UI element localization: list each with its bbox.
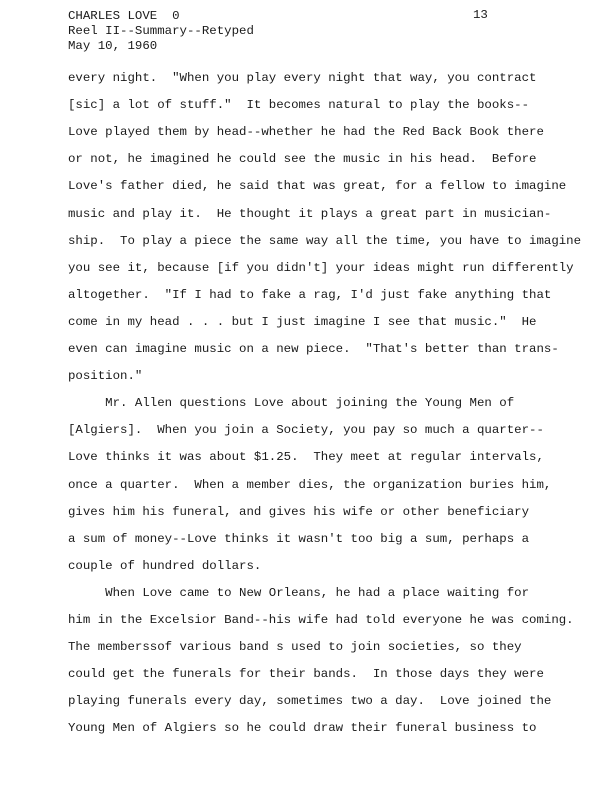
body-line: [sic] a lot of stuff." It becomes natural to play the books--: [68, 98, 530, 113]
body-line: When Love came to New Orleans, he had a place waiting for: [68, 585, 530, 600]
body-line: music and play it. He thought it plays a great part in musician-: [68, 206, 552, 221]
body-line: even can imagine music on a new piece. "That's better than trans-: [68, 342, 559, 356]
body-line: The memberssof various band s used to join societies, so they: [68, 640, 522, 655]
page-number: 13: [473, 8, 488, 22]
body-line: gives him his funeral, and gives his wife or other beneficiary: [68, 504, 530, 519]
header-reel: Reel II--Summary--Retyped: [68, 24, 254, 38]
body-line: ship. To play a piece the same way all the time, you have to imagine: [68, 233, 582, 248]
body-line: couple of hundred dollars.: [68, 558, 262, 573]
header-name: CHARLES LOVE 0: [68, 9, 180, 23]
body-line: you see it, because [if you didn't] your ideas might run differently: [68, 260, 574, 275]
body-line: come in my head . . . but I just imagine I see that music." He: [68, 314, 537, 329]
body-line: every night. "When you play every night that way, you contract: [68, 71, 537, 85]
body-line: Young Men of Algiers so he could draw their funeral business to: [68, 721, 537, 736]
body-line: Love played them by head--whether he had the Red Back Book there: [68, 125, 544, 140]
body-line: Love thinks it was about $1.25. They meet at regular intervals,: [68, 450, 544, 465]
body-line: position.": [68, 369, 143, 384]
header-date: May 10, 1960: [68, 39, 158, 53]
body-line: could get the funerals for their bands. In those days they were: [68, 667, 544, 682]
body-line: him in the Excelsior Band--his wife had told everyone he was coming.: [68, 613, 574, 627]
body-line: [Algiers]. When you join a Society, you pay so much a quarter--: [68, 423, 544, 438]
body-line: or not, he imagined he could see the music in his head. Before: [68, 152, 537, 167]
body-line: once a quarter. When a member dies, the organization buries him,: [68, 477, 552, 492]
body-line: Love's father died, he said that was great, for a fellow to imagine: [68, 179, 567, 194]
body-line: playing funerals every day, sometimes two a day. Love joined the: [68, 694, 552, 709]
body-line: Mr. Allen questions Love about joining the Young Men of: [68, 396, 515, 411]
body-line: a sum of money--Love thinks it wasn't too big a sum, perhaps a: [68, 531, 530, 546]
body-line: altogether. "If I had to fake a rag, I'd just fake anything that: [68, 287, 552, 302]
